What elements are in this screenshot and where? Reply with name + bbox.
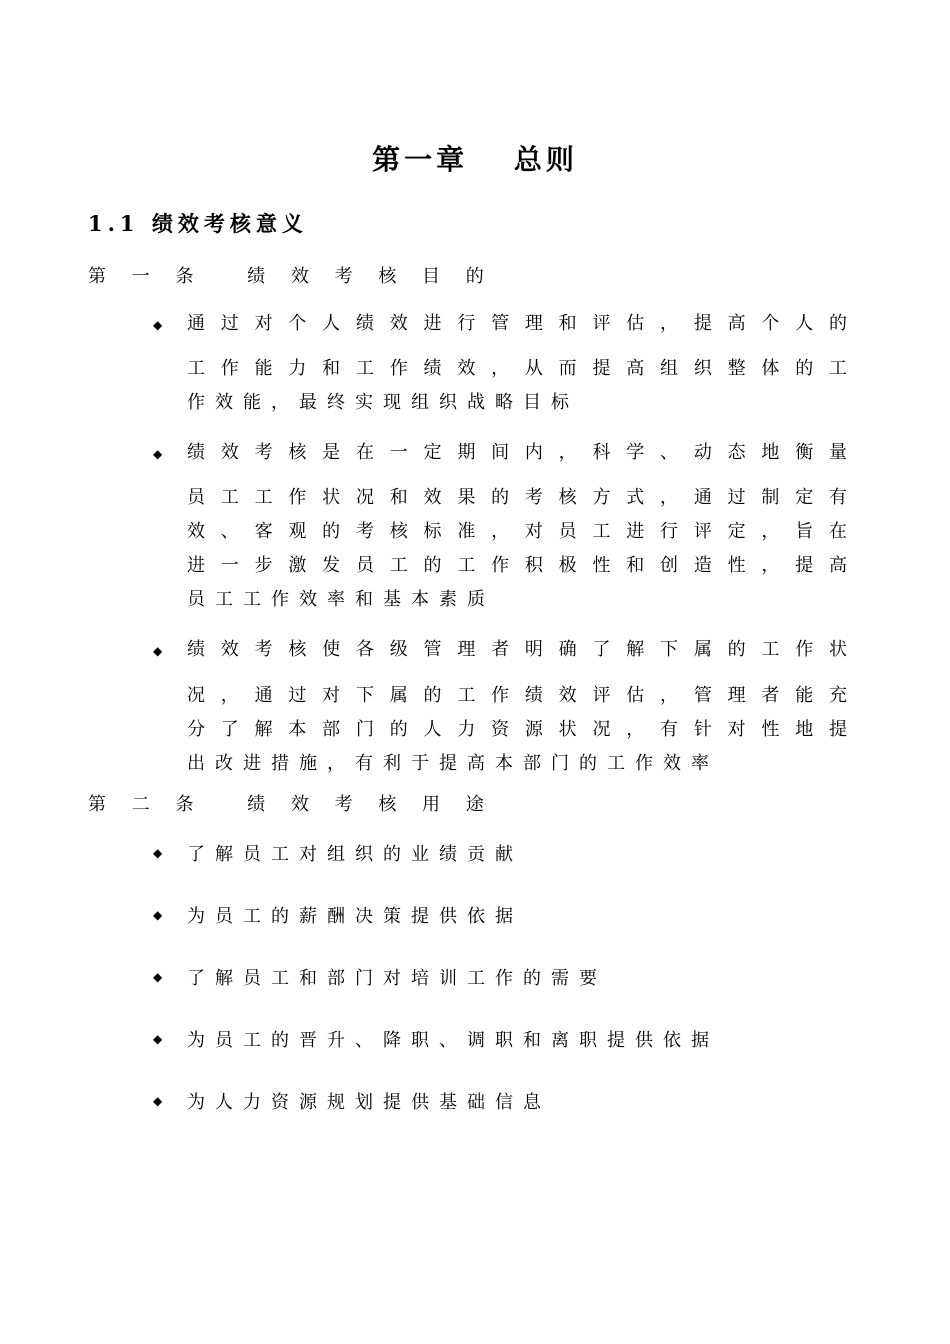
list-item: 了解员工和部门对培训工作的需要 [187, 968, 607, 989]
list-item: 为员工的晋升、降职、调职和离职提供依据 [187, 1030, 719, 1051]
list-item: 为员工的薪酬决策提供依据 [187, 906, 523, 927]
bullet-icon: ◆ [153, 318, 163, 332]
paragraph-line: 分了解本部门的人力资源状况，有针对性地提 [187, 719, 847, 740]
bullet-icon: ◆ [153, 644, 163, 658]
list-item: 了解员工对组织的业绩贡献 [187, 844, 523, 865]
bullet-icon: ◆ [153, 1032, 163, 1046]
article-1-label: 第 一 条 绩 效 考 核 目 的 [88, 266, 494, 287]
article-2-label: 第 二 条 绩 效 考 核 用 途 [88, 794, 494, 815]
bullet-icon: ◆ [153, 970, 163, 984]
paragraph-line: 绩效考核是在一定期间内，科学、动态地衡量 [187, 442, 847, 463]
paragraph-line: 员工工作状况和效果的考核方式，通过制定有 [187, 487, 847, 508]
bullet-icon: ◆ [153, 908, 163, 922]
paragraph-line: 工作能力和工作绩效，从而提高组织整体的工 [187, 358, 847, 379]
paragraph-line: 进一步激发员工的工作积极性和创造性，提高 [187, 555, 847, 576]
paragraph-line: 员工工作效率和基本素质 [187, 589, 495, 610]
paragraph-line: 作效能，最终实现组织战略目标 [187, 392, 579, 413]
chapter-title: 第一章 总则 [372, 143, 578, 176]
bullet-icon: ◆ [153, 846, 163, 860]
paragraph-line: 绩效考核使各级管理者明确了解下属的工作状 [187, 639, 847, 660]
section-heading: 1.1 绩效考核意义 [88, 211, 308, 236]
paragraph-line: 出改进措施，有利于提高本部门的工作效率 [187, 753, 719, 774]
paragraph-line: 效、客观的考核标准，对员工进行评定，旨在 [187, 521, 847, 542]
bullet-icon: ◆ [153, 447, 163, 461]
paragraph-line: 通过对个人绩效进行管理和评估，提高个人的 [187, 313, 847, 334]
list-item: 为人力资源规划提供基础信息 [187, 1092, 551, 1113]
paragraph-line: 况，通过对下属的工作绩效评估，管理者能充 [187, 685, 847, 706]
bullet-icon: ◆ [153, 1094, 163, 1108]
